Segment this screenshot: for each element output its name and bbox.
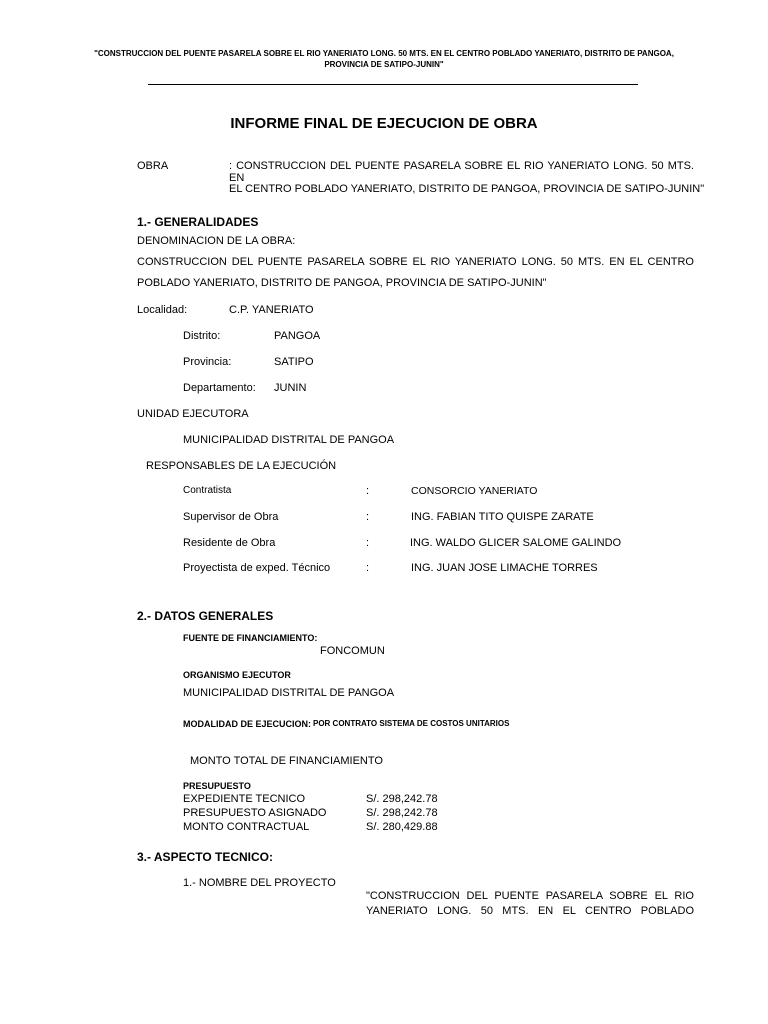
- section2-heading: 2.- DATOS GENERALES: [137, 609, 274, 623]
- document-header-line1: "CONSTRUCCION DEL PUENTE PASARELA SOBRE EL RIO YANERIATO LONG. 50 MTS. EN EL CENTRO POBLADO YANERIATO, DISTRITO DE PANGOA,: [94, 49, 674, 58]
- presupuesto-item-value: S/. 280,429.88: [366, 821, 438, 833]
- responsable-sep: :: [366, 562, 370, 574]
- responsable-name: ING. WALDO GLICER SALOME GALINDO: [410, 537, 622, 549]
- responsables-label: RESPONSABLES DE LA EJECUCIÓN: [146, 460, 337, 472]
- modalidad-label: MODALIDAD DE EJECUCION:: [183, 719, 312, 729]
- presupuesto-label: PRESUPUESTO: [183, 781, 251, 791]
- responsable-role: Supervisor de Obra: [183, 511, 279, 523]
- fuente-value: FONCOMUN: [320, 645, 385, 657]
- header-divider: [148, 84, 638, 85]
- obra-label: OBRA: [137, 160, 169, 172]
- denominacion-line1: CONSTRUCCION DEL PUENTE PASARELA SOBRE EL RIO YANERIATO LONG. 50 MTS. EN EL CENTRO: [137, 256, 694, 268]
- departamento-label: Departamento:: [183, 382, 256, 394]
- proyecto-name-line2: YANERIATO LONG. 50 MTS. EN EL CENTRO POBLADO: [366, 905, 694, 917]
- unidad-ejecutora-value: MUNICIPALIDAD DISTRITAL DE PANGOA: [183, 434, 395, 446]
- responsable-sep: :: [366, 485, 370, 497]
- document-header-line2: PROVINCIA DE SATIPO-JUNIN": [324, 60, 444, 69]
- presupuesto-item-label: PRESUPUESTO ASIGNADO: [183, 807, 327, 819]
- fuente-label: FUENTE DE FINANCIAMIENTO:: [183, 633, 318, 643]
- proyecto-name-line1: "CONSTRUCCION DEL PUENTE PASARELA SOBRE EL RIO: [366, 890, 694, 902]
- responsable-role: Proyectista de exped. Técnico: [183, 562, 331, 574]
- distrito-value: PANGOA: [274, 330, 321, 342]
- organismo-value: MUNICIPALIDAD DISTRITAL DE PANGOA: [183, 687, 395, 699]
- responsable-name: ING. FABIAN TITO QUISPE ZARATE: [411, 511, 594, 523]
- provincia-label: Provincia:: [183, 356, 232, 368]
- organismo-label: ORGANISMO EJECUTOR: [183, 670, 291, 680]
- presupuesto-item-label: EXPEDIENTE TECNICO: [183, 793, 306, 805]
- departamento-value: JUNIN: [274, 382, 307, 394]
- unidad-ejecutora-label: UNIDAD EJECUTORA: [137, 408, 249, 420]
- responsable-name: ING. JUAN JOSE LIMACHE TORRES: [411, 562, 598, 574]
- presupuesto-item-label: MONTO CONTRACTUAL: [183, 821, 310, 833]
- denominacion-label: DENOMINACION DE LA OBRA:: [137, 235, 296, 247]
- responsable-sep: :: [366, 537, 370, 549]
- presupuesto-item-value: S/. 298,242.78: [366, 807, 438, 819]
- proyecto-label: 1.- NOMBRE DEL PROYECTO: [183, 877, 336, 889]
- presupuesto-item-value: S/. 298,242.78: [366, 793, 438, 805]
- modalidad-value: POR CONTRATO SISTEMA DE COSTOS UNITARIOS: [313, 719, 510, 728]
- responsable-role: Residente de Obra: [183, 537, 276, 549]
- responsable-role: Contratista: [183, 485, 232, 496]
- provincia-value: SATIPO: [274, 356, 314, 368]
- denominacion-line2: POBLADO YANERIATO, DISTRITO DE PANGOA, PROVINCIA DE SATIPO-JUNIN": [137, 277, 547, 289]
- section1-heading: 1.- GENERALIDADES: [137, 215, 259, 229]
- responsable-name: CONSORCIO YANERIATO: [411, 485, 538, 497]
- localidad-value: C.P. YANERIATO: [229, 304, 314, 316]
- distrito-label: Distrito:: [183, 330, 221, 342]
- responsable-sep: :: [366, 511, 370, 523]
- monto-total-label: MONTO TOTAL DE FINANCIAMIENTO: [190, 755, 383, 767]
- obra-line2: EL CENTRO POBLADO YANERIATO, DISTRITO DE PANGOA, PROVINCIA DE SATIPO-JUNIN": [229, 183, 705, 195]
- section3-heading: 3.- ASPECTO TECNICO:: [137, 850, 274, 864]
- localidad-label: Localidad:: [137, 304, 188, 316]
- page-title: INFORME FINAL DE EJECUCION DE OBRA: [230, 115, 538, 132]
- obra-line1: : CONSTRUCCION DEL PUENTE PASARELA SOBRE EL RIO YANERIATO LONG. 50 MTS. EN: [229, 160, 694, 184]
